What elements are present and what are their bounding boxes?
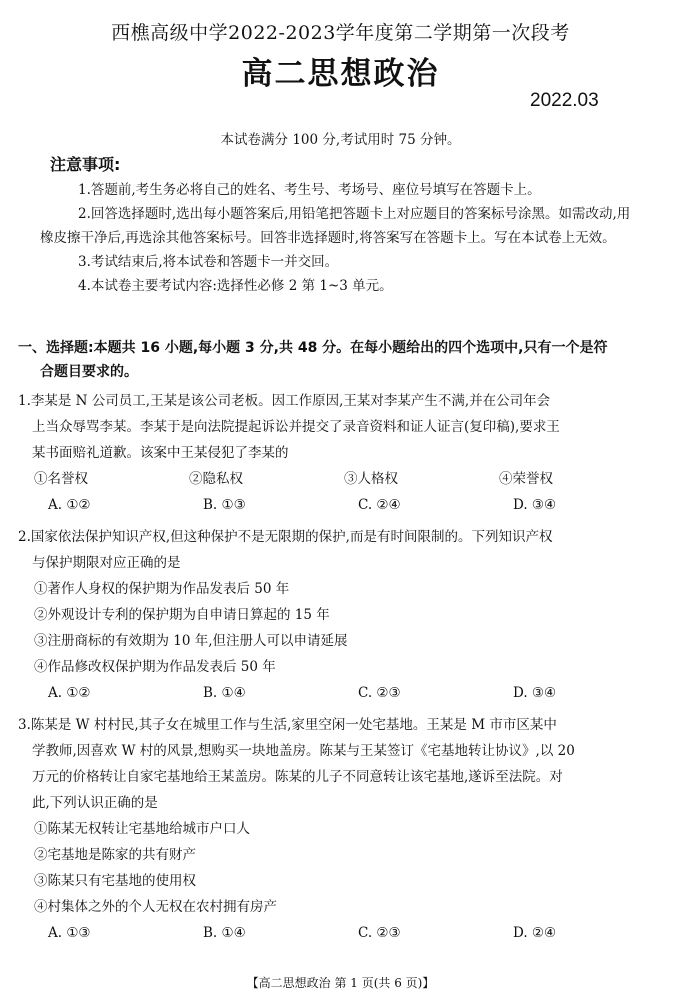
- q1-options: [18, 466, 668, 492]
- section-heading-line1: 一、选择题:本题共 16 小题,每小题 3 分,共 48 分。在每小题给出的四个选项中,只有一个是符: [18, 340, 608, 356]
- q3-choice-b: B. ①④: [203, 925, 246, 941]
- exam-info: 本试卷满分 100 分,考试用时 75 分钟。: [220, 132, 461, 148]
- note-item: 2.回答选择题时,选出每小题答案后,用铅笔把答题卡上对应题目的答案标号涂黑。如需改动,用橡皮擦干净后,再选涂其他答案标号。回答非选择题时,将答案写在答题卡上。写在本试卷上无效。: [40, 206, 631, 246]
- notes-title: 注意事项:: [50, 155, 121, 174]
- q1-choice-a: A. ①②: [48, 497, 91, 513]
- q2-option: ①著作人身权的保护期为作品发表后 50 年: [34, 581, 290, 597]
- q2-choice-d: D. ③④: [513, 685, 557, 701]
- question-1: [18, 388, 668, 518]
- q2-option: ③注册商标的有效期为 10 年,但注册人可以申请延展: [34, 633, 348, 649]
- q1-stem-line: 1.李某是 N 公司员工,王某是该公司老板。因工作原因,王某对李某产生不满,并在公司年会: [18, 393, 551, 409]
- q2-choice-b: B. ①④: [203, 685, 246, 701]
- subject-title: 高二思想政治: [241, 56, 440, 92]
- q1-option: ②隐私权: [189, 471, 243, 487]
- q3-option: ③陈某只有宅基地的使用权: [34, 873, 196, 889]
- q2-stem-line: 2.国家依法保护知识产权,但这种保护不是无限期的保护,而是有时间限制的。下列知识产权: [18, 529, 553, 545]
- q1-option: ③人格权: [344, 471, 398, 487]
- q1-option: ①名誉权: [34, 471, 88, 487]
- q2-option: ④作品修改权保护期为作品发表后 50 年: [34, 659, 276, 675]
- q3-option: ④村集体之外的个人无权在农村拥有房产: [34, 899, 277, 915]
- q1-option: ④荣誉权: [499, 471, 553, 487]
- section-heading: [18, 336, 658, 384]
- school-title: 西樵高级中学2022-2023学年度第二学期第一次段考: [111, 22, 570, 44]
- question-2: [18, 524, 668, 706]
- q3-stem-line: 万元的价格转让自家宅基地给王某盖房。陈某的儿子不同意转让该宅基地,遂诉至法院。对: [32, 769, 563, 785]
- q2-option: ②外观设计专利的保护期为自申请日算起的 15 年: [34, 607, 330, 623]
- q3-stem-line: 学教师,因喜欢 W 村的风景,想购买一块地盖房。陈某与王某签订《宅基地转让协议》,以 20: [32, 743, 575, 759]
- q1-choice-c: C. ②④: [358, 497, 401, 513]
- q2-choices: [18, 680, 668, 706]
- q1-stem-line: 某书面赔礼道歉。该案中王某侵犯了李某的: [32, 445, 289, 461]
- q3-choice-d: D. ②④: [513, 925, 557, 941]
- q3-choices: [18, 920, 668, 946]
- q3-stem-line: 此,下列认识正确的是: [32, 795, 158, 811]
- q3-stem-line: 3.陈某是 W 村村民,其子女在城里工作与生活,家里空闲一处宅基地。王某是 M 市市区某中: [18, 717, 557, 733]
- q1-choices: [18, 492, 668, 518]
- question-3: [18, 712, 668, 946]
- note-item: 1.答题前,考生务必将自己的姓名、考生号、考场号、座位号填写在答题卡上。: [78, 182, 541, 198]
- q1-stem-line: 上当众辱骂李某。李某于是向法院提起诉讼并提交了录音资料和证人证言(复印稿),要求王: [32, 419, 560, 435]
- q3-option: ①陈某无权转让宅基地给城市户口人: [34, 821, 250, 837]
- q3-option: ②宅基地是陈家的共有财产: [34, 847, 196, 863]
- q1-choice-b: B. ①③: [203, 497, 246, 513]
- q2-stem-line: 与保护期限对应正确的是: [32, 555, 181, 571]
- page-footer: 【高二思想政治 第 1 页(共 6 页)】: [246, 976, 435, 990]
- note-item: 4.本试卷主要考试内容:选择性必修 2 第 1~3 单元。: [78, 278, 393, 294]
- section-heading-line2: 合题目要求的。: [40, 364, 138, 380]
- q3-choice-a: A. ①③: [48, 925, 91, 941]
- q2-choice-c: C. ②③: [358, 685, 401, 701]
- q2-choice-a: A. ①②: [48, 685, 91, 701]
- notes-list: [40, 178, 640, 298]
- q1-choice-d: D. ③④: [513, 497, 557, 513]
- exam-date: 2022.03: [530, 90, 599, 111]
- q3-choice-c: C. ②③: [358, 925, 401, 941]
- note-item: 3.考试结束后,将本试卷和答题卡一并交回。: [78, 254, 339, 270]
